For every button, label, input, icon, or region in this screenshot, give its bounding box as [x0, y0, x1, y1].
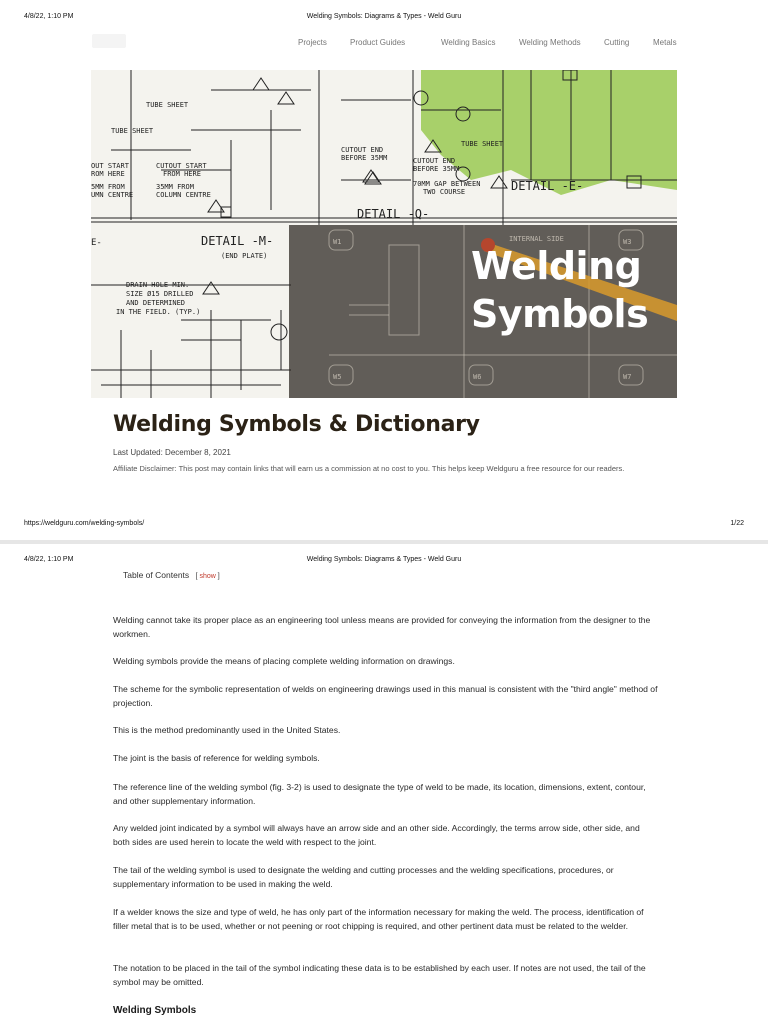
svg-text:(END PLATE): (END PLATE): [221, 252, 268, 260]
svg-text:AND DETERMINED: AND DETERMINED: [126, 299, 186, 307]
toc-label: Table of Contents: [123, 570, 190, 580]
svg-text:70MM GAP BETWEEN: 70MM GAP BETWEEN: [413, 180, 481, 188]
print-page-number: 1/22: [730, 520, 744, 527]
svg-text:TUBE SHEET: TUBE SHEET: [111, 127, 154, 135]
svg-text:TUBE SHEET: TUBE SHEET: [461, 140, 504, 148]
nav-item-metals[interactable]: Metals: [653, 38, 677, 47]
paragraph: If a welder knows the size and type of weld, he has only part of the information necessary for making the weld. The process, identification of filler metal that is to be used, whether or not peening or root chipping is required, and other pertinent data must be related to the welder.: [113, 907, 644, 931]
svg-text:W1: W1: [333, 238, 342, 246]
print-datetime: 4/8/22, 1:10 PM: [24, 13, 74, 20]
print-doc-title: Welding Symbols: Diagrams & Types - Weld Guru: [306, 13, 462, 20]
svg-text:DRAIN HOLE MIN.: DRAIN HOLE MIN.: [126, 281, 190, 289]
nav-item-cutting[interactable]: Cutting: [604, 38, 630, 47]
print-url: https://weldguru.com/welding-symbols/: [24, 520, 145, 527]
paragraph: The joint is the basis of reference for welding symbols.: [113, 753, 320, 763]
print-header: [0, 556, 768, 570]
paragraph: The reference line of the welding symbol (fig. 3-2) is used to designate the type of weld to be made, its location, dimensions, extent, contour, and other supplementary information.: [113, 782, 646, 806]
hero-image: [91, 70, 677, 398]
svg-text:DETAIL -M-: DETAIL -M-: [201, 234, 274, 248]
svg-text:W7: W7: [623, 373, 632, 381]
print-doc-title: Welding Symbols: Diagrams & Types - Weld Guru: [306, 556, 462, 563]
svg-text:COLUMN CENTRE: COLUMN CENTRE: [156, 191, 211, 199]
table-of-contents: [123, 570, 220, 580]
last-updated: Last Updated: December 8, 2021: [113, 448, 231, 457]
svg-text:UMN CENTRE: UMN CENTRE: [91, 191, 134, 199]
svg-text:E-: E-: [91, 238, 102, 248]
nav-item-projects[interactable]: Projects: [298, 38, 327, 47]
toc-show-link[interactable]: show: [199, 573, 216, 580]
svg-text:W3: W3: [623, 238, 632, 246]
paragraph: The notation to be placed in the tail of the symbol indicating these data is to be established by each user. If notes are not used, the tail of the symbol may be omitted.: [113, 963, 646, 987]
svg-text:OUT START: OUT START: [91, 162, 129, 170]
paragraph: The tail of the welding symbol is used to designate the welding and cutting processes and the welding specifications, procedures, or supplementary information to be used in making the weld.: [113, 865, 614, 889]
svg-text:FROM HERE: FROM HERE: [163, 170, 201, 178]
svg-text:SIZE Ø15 DRILLED: SIZE Ø15 DRILLED: [126, 290, 194, 298]
svg-text:35MM FROM: 35MM FROM: [156, 183, 194, 191]
svg-text:BEFORE 35MM: BEFORE 35MM: [413, 165, 460, 173]
svg-text:BEFORE 35MM: BEFORE 35MM: [341, 154, 388, 162]
svg-text:TWO COURSE: TWO COURSE: [423, 188, 466, 196]
hero-title-overlay: Welding Symbols: [471, 244, 649, 336]
paragraph: Any welded joint indicated by a symbol will always have an arrow side and an other side. Accordingly, the terms arrow side, other side, and both sides are used herein to locate the weld with respect to the joint.: [113, 823, 640, 847]
paragraph: Welding cannot take its proper place as an engineering tool unless means are provided for conveying the information from the designer to the workmen.: [113, 615, 651, 639]
paragraph: This is the method predominantly used in the United States.: [113, 725, 341, 735]
svg-text:CUTOUT END: CUTOUT END: [341, 146, 384, 154]
svg-text:5MM FROM: 5MM FROM: [91, 183, 125, 191]
print-datetime: 4/8/22, 1:10 PM: [24, 556, 74, 563]
nav-item-welding-methods[interactable]: Welding Methods: [519, 38, 581, 47]
svg-text:IN THE FIELD. (TYP.): IN THE FIELD. (TYP.): [116, 308, 201, 316]
toc-toggle[interactable]: [ show ]: [195, 573, 220, 580]
svg-text:INTERNAL SIDE: INTERNAL SIDE: [509, 235, 564, 243]
affiliate-disclaimer: Affiliate Disclaimer: This post may contain links that will earn us a commission at no cost to you. This helps keep Weldguru a free resource for our readers.: [113, 464, 625, 473]
svg-text:DETAIL -E-: DETAIL -E-: [511, 179, 584, 193]
post-title: Welding Symbols & Dictionary: [113, 412, 480, 437]
svg-text:DETAIL -Q-: DETAIL -Q-: [357, 207, 430, 221]
site-logo[interactable]: [92, 34, 126, 48]
svg-text:W6: W6: [473, 373, 482, 381]
svg-text:ROM HERE: ROM HERE: [91, 170, 125, 178]
paragraph: Welding symbols provide the means of placing complete welding information on drawings.: [113, 656, 455, 666]
svg-text:W5: W5: [333, 373, 342, 381]
svg-text:CUTOUT START: CUTOUT START: [156, 162, 207, 170]
svg-text:TUBE SHEET: TUBE SHEET: [146, 101, 189, 109]
print-page-2: [0, 544, 768, 1024]
nav-item-welding-basics[interactable]: Welding Basics: [441, 38, 496, 47]
nav-item-product-guides[interactable]: Product Guides: [350, 38, 406, 47]
paragraph: The scheme for the symbolic representation of welds on engineering drawings used in this manual is consistent with the "third angle" method of projection.: [113, 684, 658, 708]
print-header: [0, 13, 768, 27]
section-heading: Welding Symbols: [113, 1005, 197, 1016]
svg-text:CUTOUT END: CUTOUT END: [413, 157, 456, 165]
